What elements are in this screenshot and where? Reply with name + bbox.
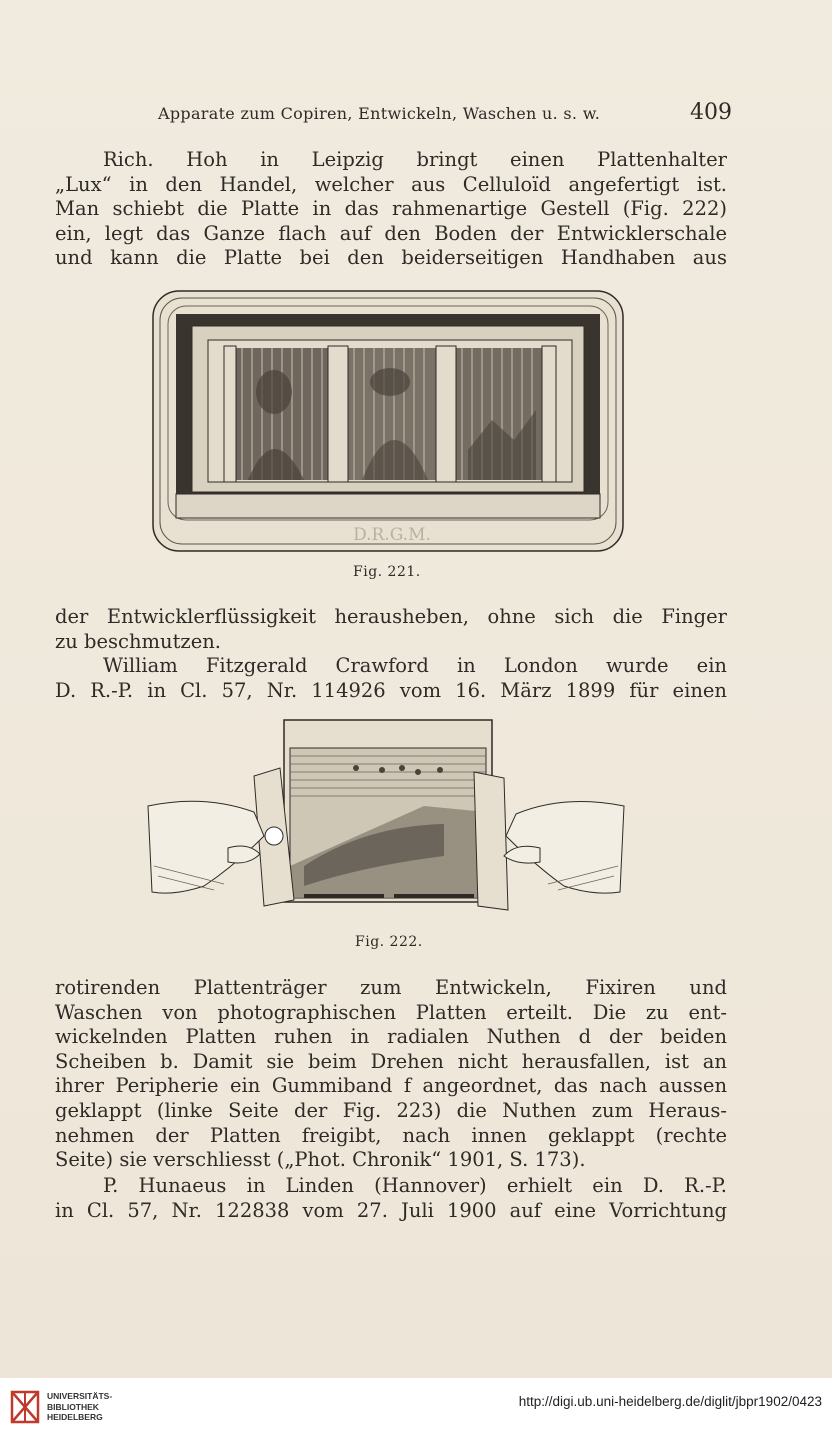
library-name-line: HEIDELBERG	[47, 1412, 103, 1422]
text-line: zu beschmutzen.	[55, 629, 221, 653]
paragraph-1	[55, 148, 727, 271]
paragraph-2	[55, 605, 727, 654]
text-line: wickelnden Platten ruhen in radialen Nuthen d der beiden	[55, 1025, 727, 1049]
text-line: William Fitzgerald Crawford in London wurde ein	[103, 654, 727, 677]
text-line: D. R.-P. in Cl. 57, Nr. 114926 vom 16. März 1899 für einen	[55, 678, 727, 702]
source-url-link[interactable]: http://digi.ub.uni-heidelberg.de/diglit/jbpr1902/0423	[518, 1394, 822, 1409]
paragraph-4	[55, 976, 727, 1173]
text-line: Rich. Hoh in Leipzig bringt einen Plattenhalter	[103, 148, 727, 171]
paragraph-3	[55, 654, 727, 703]
text-line: der Entwicklerflüssigkeit herausheben, ohne sich die Finger	[55, 605, 727, 628]
text-line: P. Hunaeus in Linden (Hannover) erhielt ein D. R.-P.	[103, 1174, 727, 1197]
text-line: ein, legt das Ganze flach auf den Boden der Entwicklerschale	[55, 221, 727, 245]
paragraph-5	[55, 1174, 727, 1223]
text-line: ihrer Peripherie ein Gummiband f angeordnet, das nach aussen	[55, 1074, 727, 1098]
figure-caption: Fig. 222.	[355, 934, 423, 950]
university-library-logo-icon	[8, 1388, 42, 1426]
figure-221-plate-holder	[152, 290, 624, 554]
figure-222-hands-holding-plate	[144, 716, 628, 928]
text-line: Scheiben b. Damit sie beim Drehen nicht herausfallen, ist an	[55, 1049, 727, 1073]
text-line: in Cl. 57, Nr. 122838 vom 27. Juli 1900 auf eine Vorrichtung	[55, 1198, 727, 1222]
running-title: Apparate zum Copiren, Entwickeln, Waschen u. s. w.	[158, 104, 601, 123]
library-footer	[0, 1378, 832, 1437]
text-line: Seite) sie verschliesst („Phot. Chronik“ 1901, S. 173).	[55, 1148, 586, 1172]
text-line: und kann die Platte bei den beiderseitigen Handhaben aus	[55, 246, 727, 270]
text-line: Man schiebt die Platte in das rahmenartige Gestell (Fig. 222)	[55, 197, 727, 221]
drgm-stamp: D.R.G.M.	[353, 525, 431, 545]
library-name-line: BIBLIOTHEK	[47, 1401, 99, 1412]
text-line: nehmen der Platten freigibt, nach innen geklappt (rechte	[55, 1123, 727, 1147]
figure-caption: Fig. 221.	[353, 564, 421, 580]
text-line: geklappt (linke Seite der Fig. 223) die Nuthen zum Heraus-	[55, 1098, 727, 1122]
text-line: „Lux“ in den Handel, welcher aus Celluloïd angefertigt ist.	[55, 172, 727, 196]
text-line: Waschen von photographischen Platten erteilt. Die zu ent-	[55, 1000, 727, 1024]
library-name	[47, 1391, 112, 1423]
library-name-line: UNIVERSITÄTS-	[47, 1391, 113, 1401]
page-number: 409	[690, 100, 732, 125]
text-line: rotirenden Plattenträger zum Entwickeln, Fixiren und	[55, 976, 727, 999]
